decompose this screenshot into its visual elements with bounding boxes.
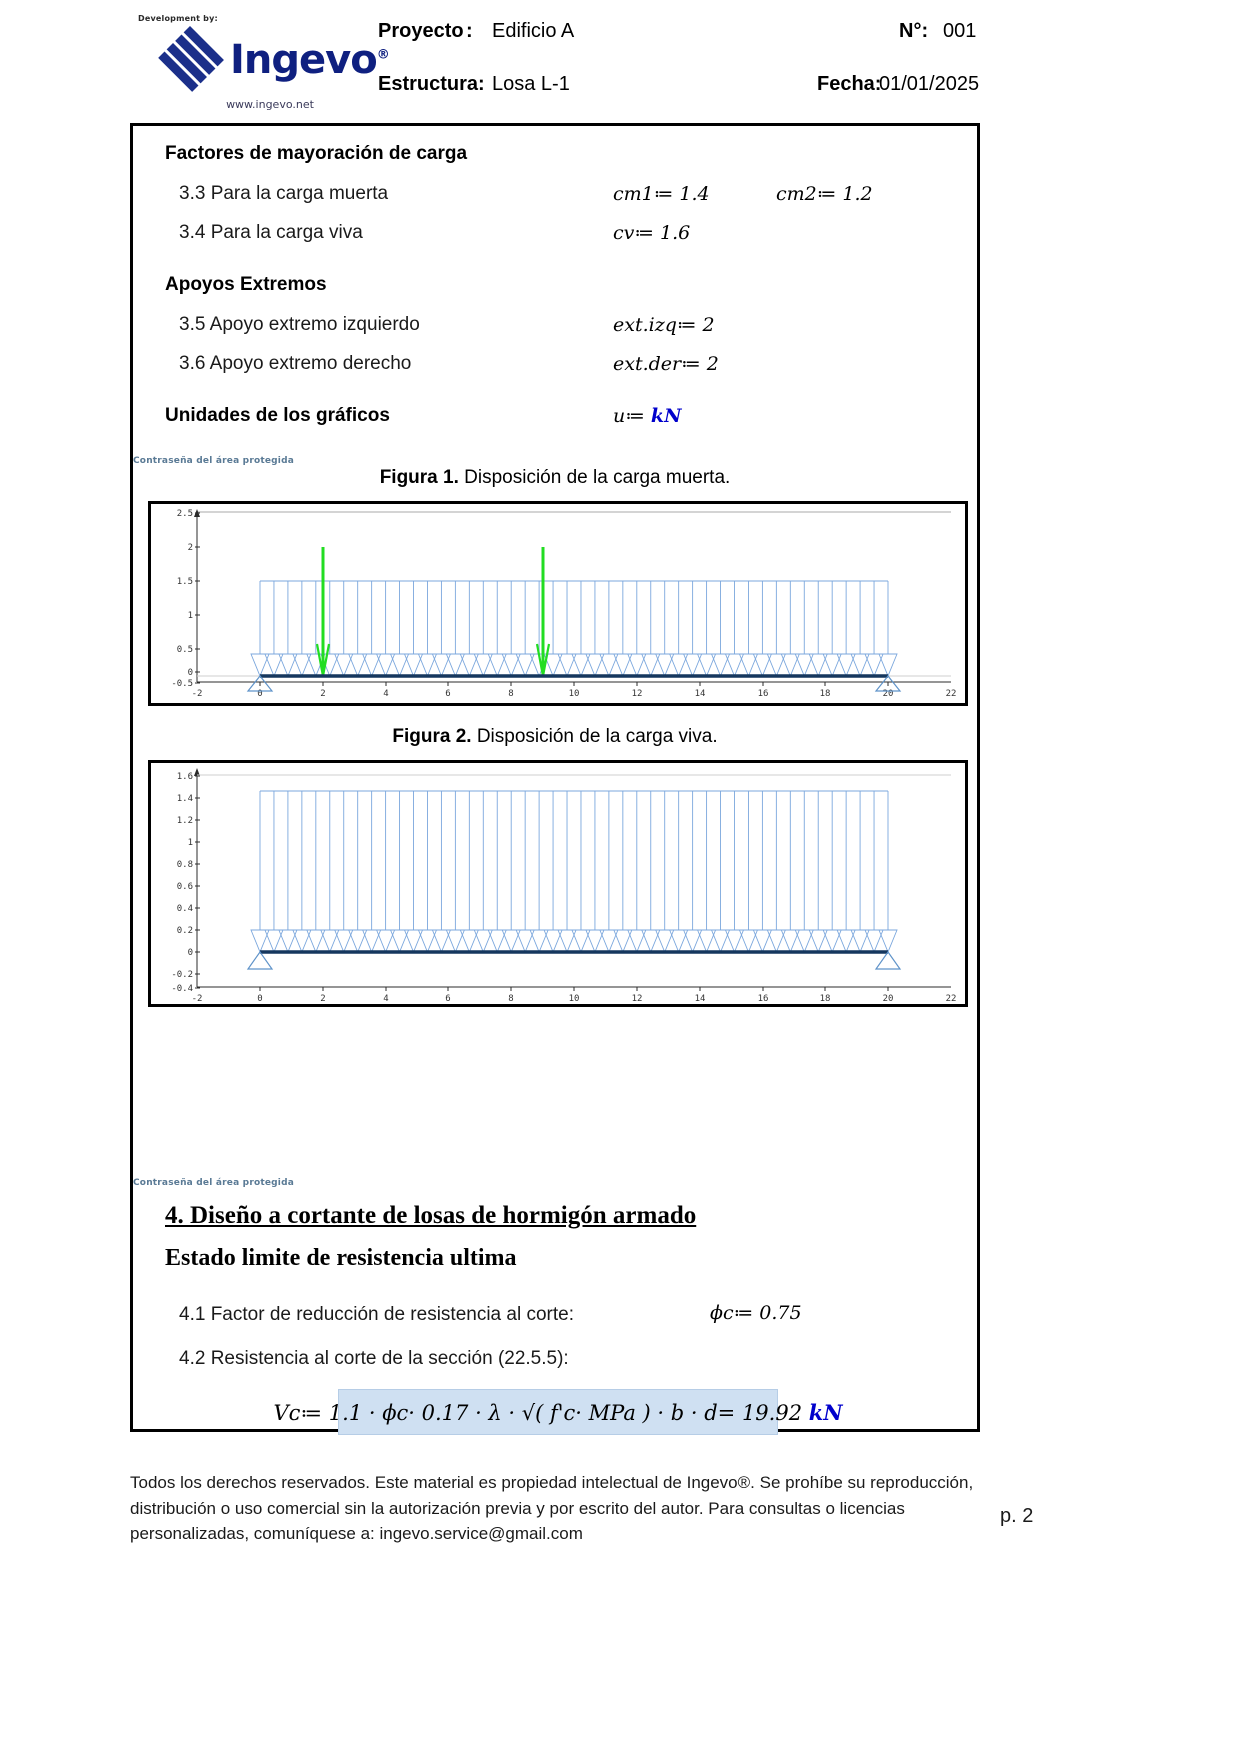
fig2-xtick--2: -2 (191, 994, 203, 1004)
fig2-ytick-1.2: 1.2 (176, 816, 193, 826)
numero-label: N°: (899, 20, 929, 42)
equation-ext-izq: ext.izq≔ 2 (613, 314, 715, 336)
fig2-xtick-12: 12 (631, 994, 643, 1004)
fig2-xtick-6: 6 (445, 994, 451, 1004)
proyecto-value: Edificio A (492, 20, 575, 42)
equation-unidades (613, 405, 681, 427)
fig2-ytick-1.4: 1.4 (176, 794, 193, 804)
logo-developed-by-label: Development by: (138, 14, 218, 23)
proyecto-label: Proyecto (378, 20, 464, 42)
logo-wordmark-text: Ingevo (230, 37, 377, 83)
equation-cv: cv≔ 1.6 (613, 222, 691, 244)
fig1-xtick-14: 14 (694, 689, 706, 699)
watermark-protected-area-2: Contraseña del área protegida (133, 1178, 294, 1188)
document-body-frame (130, 123, 980, 1432)
fig1-xtick-12: 12 (631, 689, 643, 699)
figura-2-label: Figura 2. (392, 726, 472, 747)
fig1-ytick-2.5: 2.5 (176, 509, 193, 519)
figura-1-caption-text: Disposición de la carga muerta. (458, 467, 731, 488)
fig2-xtick-22: 22 (945, 994, 957, 1004)
fig2-xtick-14: 14 (694, 994, 706, 1004)
equation-unidades-rhs: kN (650, 405, 682, 427)
section-4-subtitle: Estado limite de resistencia ultima (165, 1245, 517, 1271)
figura-2-caption-text: Disposición de la carga viva. (471, 726, 718, 747)
figura-1-label: Figura 1. (379, 467, 459, 488)
figura-1-chart (151, 504, 965, 703)
fig1-ytick-0.5: 0.5 (176, 645, 193, 655)
equation-ext-der: ext.der≔ 2 (613, 353, 719, 375)
figura-2-caption (130, 726, 980, 748)
fig2-ytick-1.6: 1.6 (176, 772, 193, 782)
fig2-xtick-4: 4 (383, 994, 389, 1004)
fig1-ytick--0.5: -0.5 (171, 679, 193, 689)
fig1-xtick-2: 2 (320, 689, 326, 699)
fig1-ytick-2: 2 (187, 543, 193, 553)
fig2-ytick-0: 0 (187, 948, 193, 958)
page-footer-text: Todos los derechos reservados. Este material es propiedad intelectual de Ingevo®. Se prohíbe su reproducción, distribución o uso comercial sin la autorización previa y por escrito del autor. Para consultas o licencias personalizadas, comuníquese a: ingevo.service@gmail.com (130, 1473, 974, 1543)
fig1-xtick-20: 20 (882, 689, 894, 699)
fig1-ytick-1.5: 1.5 (176, 577, 193, 587)
item-3-6-label: 3.6 Apoyo extremo derecho (179, 353, 412, 374)
page-header (0, 0, 1241, 118)
estructura-value: Losa L-1 (492, 73, 570, 95)
registered-trademark-icon: ® (376, 47, 389, 63)
fig2-xtick-2: 2 (320, 994, 326, 1004)
formula-vc-box (273, 1389, 843, 1435)
fig2-ytick--0.2: -0.2 (171, 970, 193, 980)
fig1-xtick-18: 18 (819, 689, 831, 699)
watermark-protected-area-1: Contraseña del área protegida (133, 456, 294, 466)
item-3-3-label: 3.3 Para la carga muerta (179, 183, 389, 204)
numero-value: 001 (943, 20, 977, 42)
logo-wordmark (230, 37, 389, 83)
item-4-2-label: 4.2 Resistencia al corte de la sección (22.5.5): (179, 1348, 569, 1369)
fig1-ytick-1: 1 (187, 611, 193, 621)
fig2-ytick--0.4: -0.4 (171, 984, 193, 994)
equation-unidades-lhs: u≔ (613, 405, 651, 427)
fig1-ytick-0: 0 (187, 668, 193, 678)
page-number: p. 2 (1000, 1505, 1034, 1527)
figura-2-chart-frame (148, 760, 968, 1007)
equation-cm1: cm1≔ 1.4 (613, 183, 710, 205)
fig1-xtick-0: 0 (257, 689, 263, 699)
proyecto-colon: : (466, 20, 473, 42)
fig2-xtick-8: 8 (508, 994, 514, 1004)
heading-unidades-graficos: Unidades de los gráficos (165, 405, 390, 426)
fig2-xtick-0: 0 (257, 994, 263, 1004)
figura-2-chart (151, 763, 965, 1004)
fig1-xtick-22: 22 (945, 689, 957, 699)
item-3-4-label: 3.4 Para la carga viva (179, 222, 363, 243)
fig2-ytick-0.8: 0.8 (176, 860, 193, 870)
heading-apoyos-extremos: Apoyos Extremos (165, 274, 327, 295)
fig1-xtick--2: -2 (191, 689, 203, 699)
company-logo-block (130, 14, 389, 114)
item-3-5-label: 3.5 Apoyo extremo izquierdo (179, 314, 420, 335)
fig1-xtick-8: 8 (508, 689, 514, 699)
figura-1-caption (130, 467, 980, 489)
equation-cm2: cm2≔ 1.2 (776, 183, 873, 205)
fig2-ytick-1: 1 (187, 838, 193, 848)
formula-vc-unit: kN (808, 1399, 843, 1425)
estructura-label: Estructura: (378, 73, 485, 95)
item-4-1-label: 4.1 Factor de reducción de resistencia al corte: (179, 1304, 574, 1325)
fig2-xtick-10: 10 (568, 994, 580, 1004)
ingevo-diamond-icon (154, 24, 226, 96)
fig2-ytick-0.4: 0.4 (176, 904, 193, 914)
fig1-xtick-6: 6 (445, 689, 451, 699)
formula-vc-expression: Vᴄ≔ 1.1 · ϕс· 0.17 · λ · √( f'с· MPa ) · b · d= 19.92 (273, 1400, 803, 1425)
logo-website-url: www.ingevo.net (226, 98, 314, 111)
section-4-title: 4. Diseño a cortante de losas de hormigón armado (165, 1202, 697, 1229)
fig1-xtick-10: 10 (568, 689, 580, 699)
figura-1-chart-frame (148, 501, 968, 706)
fig1-xtick-16: 16 (757, 689, 769, 699)
fig2-ytick-0.2: 0.2 (176, 926, 193, 936)
fig2-xtick-18: 18 (819, 994, 831, 1004)
fig2-xtick-20: 20 (882, 994, 894, 1004)
equation-phi-c: ϕс≔ 0.75 (710, 1302, 802, 1324)
fig1-xtick-4: 4 (383, 689, 389, 699)
formula-vc-text (273, 1400, 842, 1425)
fecha-label: Fecha: (817, 73, 882, 95)
heading-factores-mayoracion: Factores de mayoración de carga (165, 143, 468, 164)
fig2-ytick-0.6: 0.6 (176, 882, 193, 892)
fecha-value: 01/01/2025 (879, 73, 980, 95)
fig2-xtick-16: 16 (757, 994, 769, 1004)
